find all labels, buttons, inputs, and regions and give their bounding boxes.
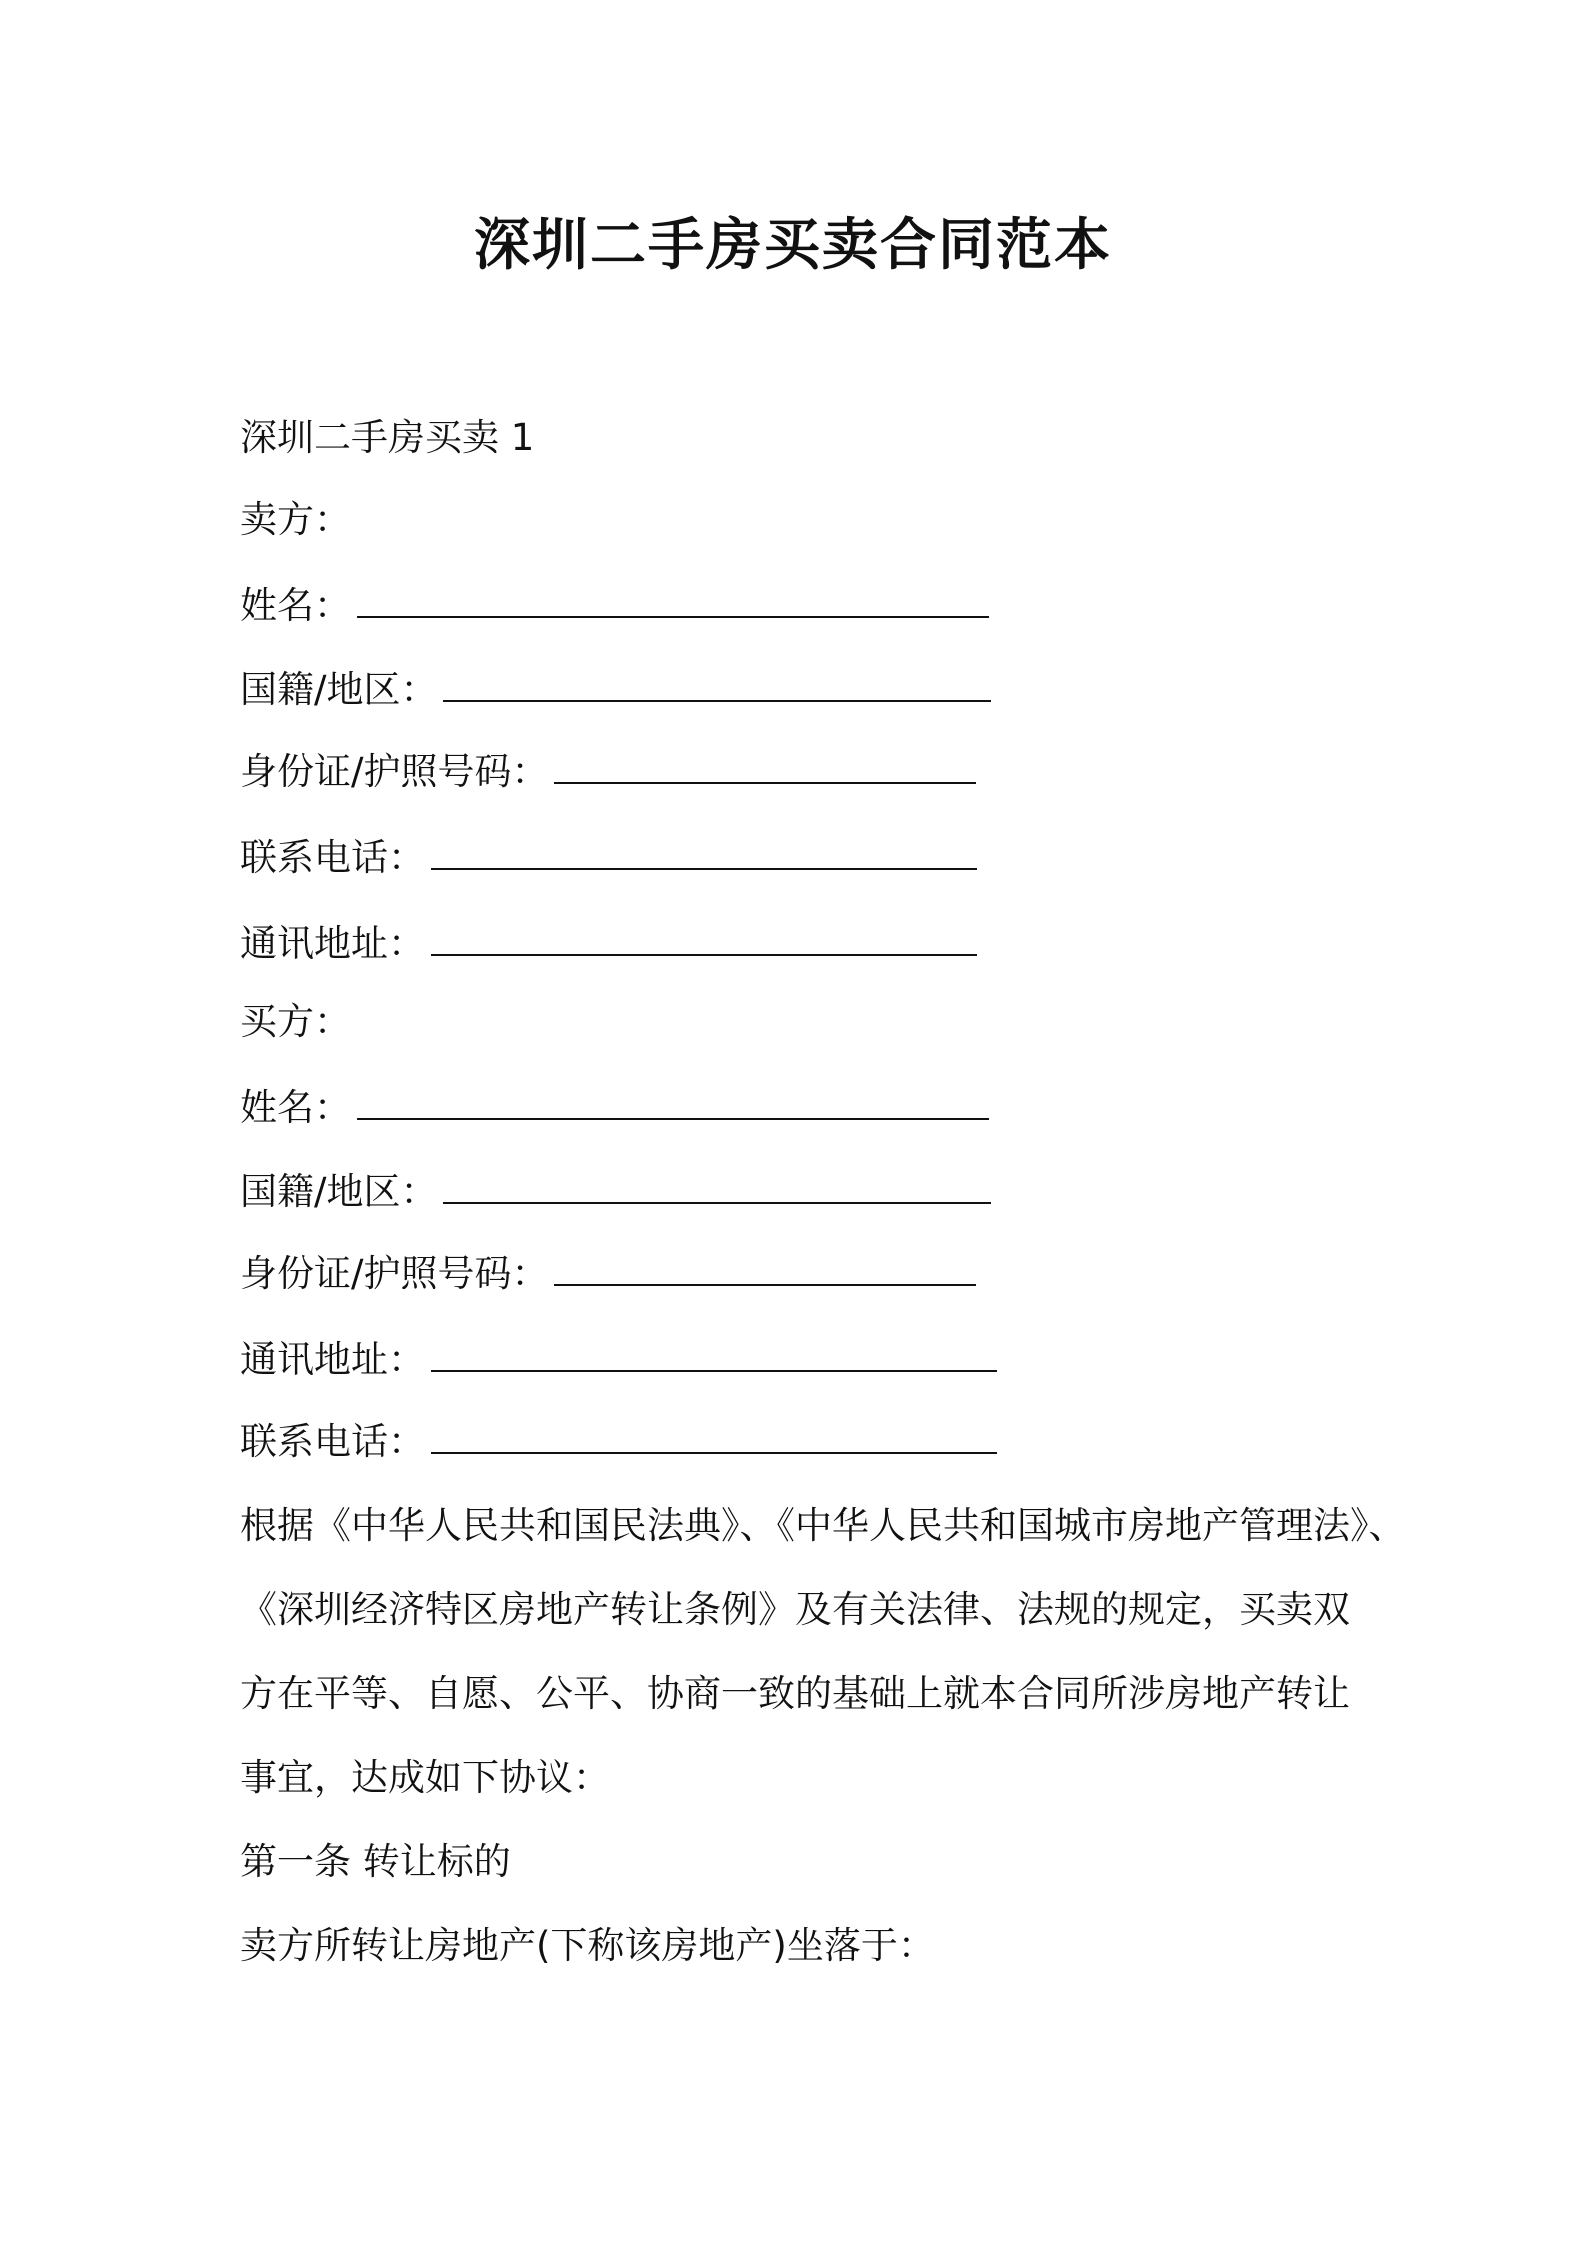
seller-nationality-row: [240, 664, 991, 716]
seller-name-label: 姓名：: [240, 584, 351, 627]
seller-name-row: [240, 580, 989, 632]
seller-nationality-label: 国籍/地区：: [240, 668, 438, 711]
buyer-nationality-label: 国籍/地区：: [240, 1170, 438, 1213]
article-one-heading: 第一条 转让标的: [240, 1840, 511, 1883]
document-title: 深圳二手房买卖合同范本: [474, 213, 1112, 278]
buyer-id-row: [240, 1248, 976, 1300]
paragraph-line: 根据《中华人民共和国民法典》、《中华人民共和国城市房地产管理法》、: [240, 1504, 1406, 1547]
seller-phone-blank[interactable]: [431, 838, 977, 870]
seller-phone-row: [240, 832, 977, 884]
contract-subtitle: 深圳二手房买卖 1: [240, 416, 535, 459]
buyer-address-row: [240, 1334, 997, 1386]
buyer-id-label: 身份证/护照号码：: [240, 1252, 549, 1295]
buyer-heading: 买方：: [240, 1000, 351, 1043]
seller-name-blank[interactable]: [357, 586, 989, 618]
paragraph-line: 方在平等、自愿、公平、协商一致的基础上就本合同所涉房地产转让: [240, 1672, 1350, 1715]
seller-address-blank[interactable]: [431, 924, 977, 956]
buyer-name-label: 姓名：: [240, 1086, 351, 1129]
seller-id-label: 身份证/护照号码：: [240, 750, 549, 793]
buyer-name-blank[interactable]: [357, 1088, 989, 1120]
seller-address-row: [240, 918, 977, 970]
seller-id-blank[interactable]: [554, 752, 976, 784]
paragraph-line: 事宜，达成如下协议：: [240, 1756, 610, 1799]
buyer-address-blank[interactable]: [431, 1340, 997, 1372]
buyer-nationality-row: [240, 1166, 991, 1218]
buyer-phone-blank[interactable]: [431, 1422, 997, 1454]
buyer-name-row: [240, 1082, 989, 1134]
property-location-text: 卖方所转让房地产(下称该房地产)坐落于：: [240, 1924, 935, 1967]
seller-nationality-blank[interactable]: [443, 670, 991, 702]
buyer-id-blank[interactable]: [554, 1254, 976, 1286]
seller-id-row: [240, 746, 976, 798]
seller-address-label: 通讯地址：: [240, 922, 425, 965]
paragraph-line: 《深圳经济特区房地产转让条例》及有关法律、法规的规定，买卖双: [240, 1588, 1350, 1631]
seller-heading: 卖方：: [240, 498, 351, 541]
buyer-phone-row: [240, 1416, 997, 1468]
buyer-phone-label: 联系电话：: [240, 1420, 425, 1463]
buyer-address-label: 通讯地址：: [240, 1338, 425, 1381]
seller-phone-label: 联系电话：: [240, 836, 425, 879]
buyer-nationality-blank[interactable]: [443, 1172, 991, 1204]
